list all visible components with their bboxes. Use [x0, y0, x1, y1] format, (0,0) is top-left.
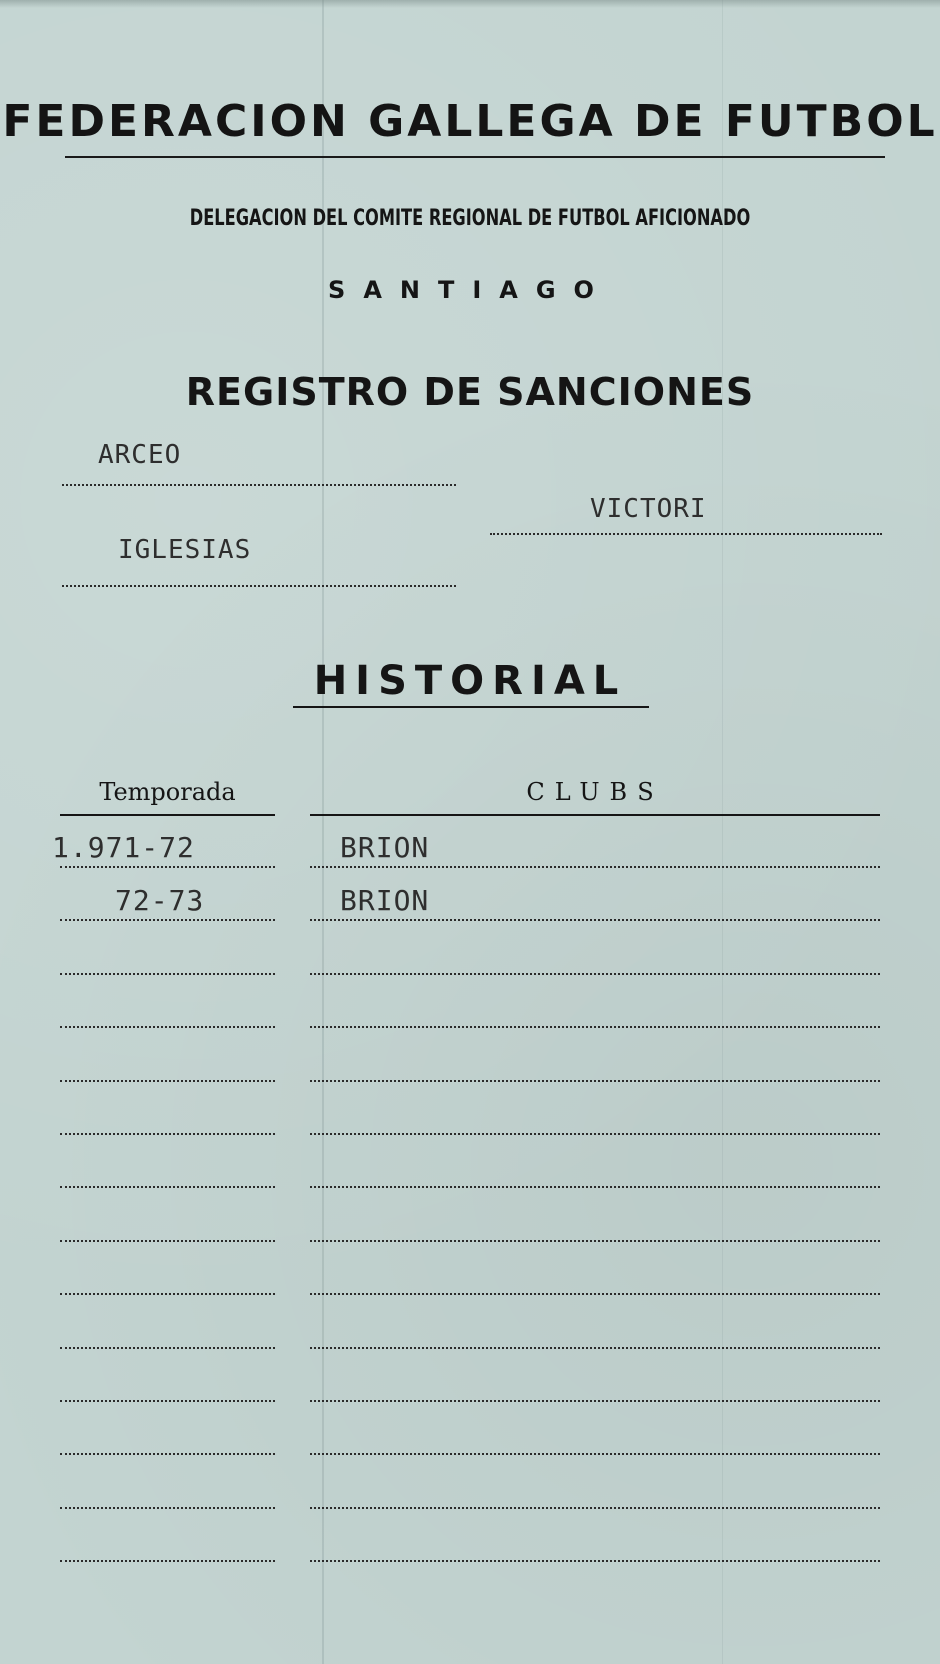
club-cell — [310, 815, 880, 868]
city-name: SANTIAGO — [328, 276, 612, 304]
club-cell — [310, 1135, 880, 1188]
season-cell — [60, 1135, 275, 1188]
registry-heading: REGISTRO DE SANCIONES — [185, 370, 755, 414]
given-name-line — [490, 533, 882, 535]
clubs-column-header: CLUBS — [526, 778, 664, 806]
season-cell — [60, 1509, 275, 1562]
season-cell — [60, 868, 275, 921]
table-row — [0, 1349, 940, 1402]
table-row — [0, 1402, 940, 1455]
season-value: 1.971-72 — [52, 831, 195, 864]
season-cell — [60, 1402, 275, 1455]
club-cell — [310, 1509, 880, 1562]
season-cell — [60, 975, 275, 1028]
season-cell — [60, 1349, 275, 1402]
club-dotted-line — [310, 1560, 880, 1562]
surname-1-line — [62, 484, 456, 486]
federation-title: FEDERACION GALLEGA DE FUTBOL — [2, 96, 938, 147]
table-row — [0, 815, 940, 868]
season-cell — [60, 1296, 275, 1349]
club-cell — [310, 922, 880, 975]
season-cell — [60, 1456, 275, 1509]
club-cell — [310, 868, 880, 921]
table-row — [0, 1509, 940, 1562]
table-row — [0, 975, 940, 1028]
table-row — [0, 1456, 940, 1509]
season-dotted-line — [60, 1560, 275, 1562]
club-cell — [310, 1349, 880, 1402]
club-cell — [310, 1189, 880, 1242]
paper-edge — [0, 0, 940, 8]
history-heading: HISTORIAL — [313, 658, 627, 704]
club-cell — [310, 1242, 880, 1295]
club-cell — [310, 1029, 880, 1082]
table-row — [0, 1296, 940, 1349]
surname-2-line — [62, 585, 456, 587]
delegation-subtitle: DELEGACION DEL COMITE REGIONAL DE FUTBOL AFICIONADO — [189, 206, 751, 231]
club-cell — [310, 975, 880, 1028]
season-cell — [60, 1189, 275, 1242]
season-column-header: Temporada — [99, 778, 236, 806]
table-row — [0, 1135, 940, 1188]
club-cell — [310, 1296, 880, 1349]
club-cell — [310, 1082, 880, 1135]
table-row — [0, 868, 940, 921]
season-cell — [60, 1082, 275, 1135]
surname-1-value: ARCEO — [98, 440, 182, 470]
season-cell — [60, 1242, 275, 1295]
surname-2-value: IGLESIAS — [118, 535, 252, 565]
club-cell — [310, 1402, 880, 1455]
season-cell — [60, 922, 275, 975]
club-cell — [310, 1456, 880, 1509]
history-underline — [293, 706, 649, 708]
table-row — [0, 1082, 940, 1135]
table-row — [0, 1242, 940, 1295]
club-value: BRION — [340, 884, 430, 918]
table-row — [0, 1029, 940, 1082]
season-cell — [52, 815, 275, 868]
season-value: 72-73 — [115, 884, 205, 918]
club-value: BRION — [340, 831, 430, 864]
table-row — [0, 922, 940, 975]
table-row — [0, 1189, 940, 1242]
season-cell — [60, 1029, 275, 1082]
given-name-value: VICTORI — [590, 494, 707, 524]
title-underline — [65, 156, 885, 158]
